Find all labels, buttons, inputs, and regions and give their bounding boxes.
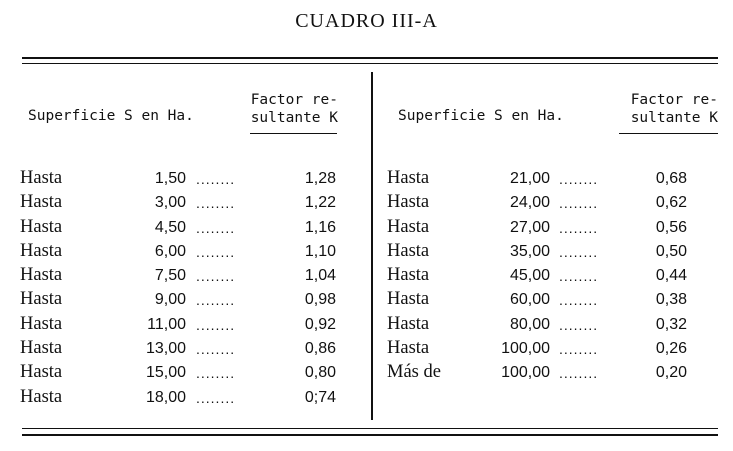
left-header-factor-line2: sultante K — [250, 110, 338, 126]
table-row: Hasta 27,00 ........ 0,56 — [387, 216, 687, 237]
right-header-superficie: Superficie S en Ha. — [398, 108, 564, 124]
table-row: Más de 100,00 ........ 0,20 — [387, 362, 687, 383]
table-row: Hasta 24,00 ........ 0,62 — [387, 192, 687, 213]
left-header-superficie: Superficie S en Ha. — [28, 108, 194, 124]
table-row: Hasta 80,00 ........ 0,32 — [387, 313, 687, 334]
table-row: Hasta 7,50 ........ 1,04 — [20, 265, 336, 286]
table-row: Hasta 11,00 ........ 0,92 — [20, 313, 336, 334]
table-row: Hasta 15,00 ........ 0,80 — [20, 362, 336, 383]
table-row: Hasta 3,00 ........ 1,22 — [20, 192, 336, 213]
left-header-factor — [248, 91, 338, 127]
column-divider — [371, 72, 373, 420]
table-row: Hasta 4,50 ........ 1,16 — [20, 216, 336, 237]
right-header-factor-line2: sultante K — [630, 110, 718, 126]
right-table-body — [387, 168, 717, 387]
table-row: Hasta 9,00 ........ 0,98 — [20, 289, 336, 310]
table-title: CUADRO III-A — [295, 10, 438, 32]
table-row: Hasta 100,00 ........ 0,26 — [387, 338, 687, 359]
top-rule-thin — [22, 63, 718, 64]
left-factor-underline — [250, 133, 337, 134]
right-factor-underline — [619, 133, 718, 134]
table-row: Hasta 1,50 ........ 1,28 — [20, 168, 336, 188]
table-row: Hasta 21,00 ........ 0,68 — [387, 168, 687, 188]
bottom-rule-thin — [22, 428, 718, 429]
right-header-factor-line1: Factor re- — [630, 92, 718, 108]
left-header-factor-line1: Factor re- — [250, 92, 338, 108]
table-row: Hasta 13,00 ........ 0,86 — [20, 338, 336, 359]
top-rule — [22, 57, 718, 59]
left-table-body — [20, 168, 360, 411]
table-row: Hasta 6,00 ........ 1,10 — [20, 240, 336, 261]
table-row: Hasta 60,00 ........ 0,38 — [387, 289, 687, 310]
bottom-rule — [22, 434, 718, 436]
table-row: Hasta 18,00 ........ 0;74 — [20, 386, 336, 407]
table-row: Hasta 35,00 ........ 0,50 — [387, 240, 687, 261]
table-row: Hasta 45,00 ........ 0,44 — [387, 265, 687, 286]
right-header-factor — [610, 91, 718, 127]
